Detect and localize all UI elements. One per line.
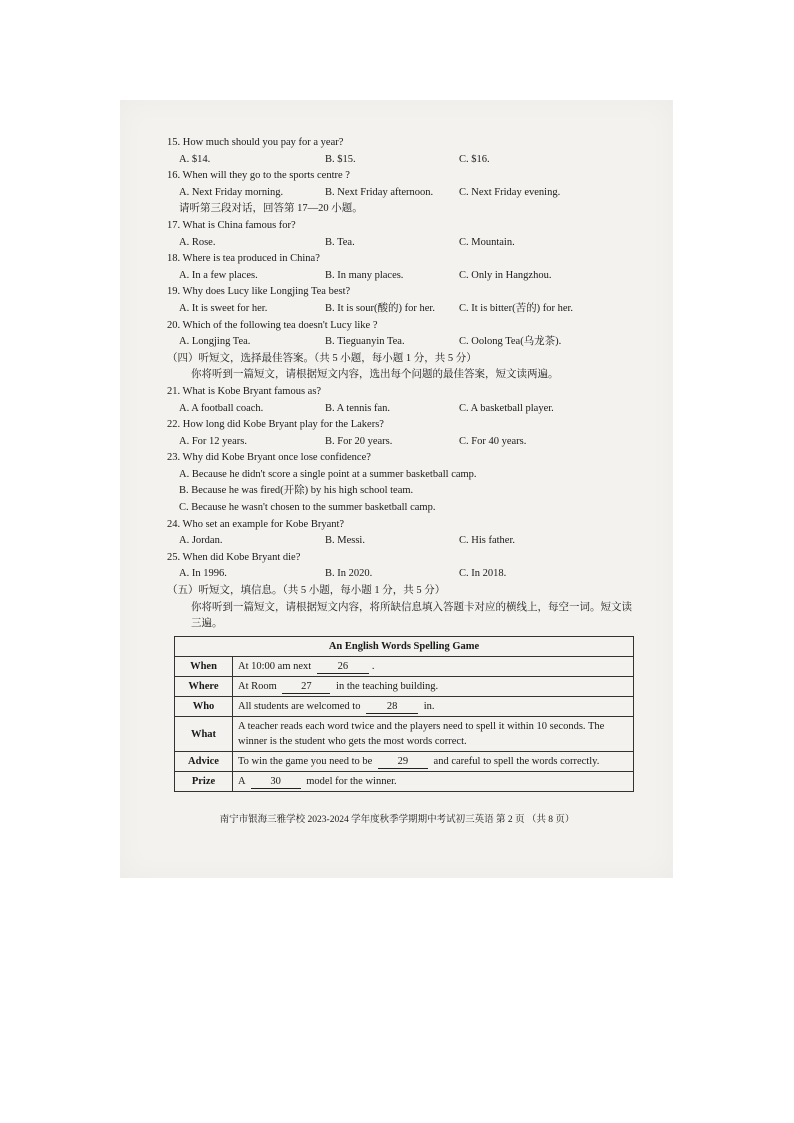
option-row <box>167 434 637 451</box>
option-c[interactable]: C. For 40 years. <box>459 435 527 447</box>
question-22 <box>167 417 637 450</box>
answer-blank-27[interactable]: 27 <box>282 680 330 694</box>
option-row <box>167 301 637 318</box>
option-row <box>167 185 637 202</box>
row-text: All students are welcomed to <box>238 701 361 712</box>
row-text: model for the winner. <box>306 776 397 787</box>
option-a[interactable]: A. A football coach. <box>179 402 264 414</box>
question-16 <box>167 168 637 201</box>
option-c[interactable]: C. His father. <box>459 535 515 547</box>
option-row <box>167 235 637 252</box>
option-b[interactable]: B. For 20 years. <box>325 435 393 447</box>
row-text: At 10:00 am next <box>238 661 312 672</box>
option-a[interactable]: A. For 12 years. <box>179 435 247 447</box>
option-b[interactable]: B. Messi. <box>325 535 365 547</box>
option-c[interactable]: C. $16. <box>459 153 490 165</box>
question-stem: 16. When will they go to the sports centre ? <box>167 170 350 182</box>
question-25 <box>167 550 637 583</box>
option-b[interactable]: B. A tennis fan. <box>325 402 391 414</box>
row-text: and careful to spell the words correctly. <box>433 756 600 767</box>
option-b[interactable]: B. $15. <box>325 153 356 165</box>
row-value <box>233 697 634 717</box>
table-row <box>175 697 634 717</box>
option-a[interactable]: A. Next Friday morning. <box>179 186 284 198</box>
page-footer: 南宁市银海三雅学校 2023-2024 学年度秋季学期期中考试初三英语 第 2 页 （共 8 页） <box>219 815 575 825</box>
question-20 <box>167 318 637 351</box>
option-row <box>167 334 637 351</box>
option-a[interactable]: A. Rose. <box>179 236 216 248</box>
row-text: At Room <box>238 681 277 692</box>
option-a[interactable]: A. In 1996. <box>179 568 227 580</box>
option-b[interactable]: B. Tieguanyin Tea. <box>325 336 405 348</box>
option-c[interactable]: C. Oolong Tea(乌龙茶). <box>459 336 562 348</box>
spelling-game-table <box>174 636 634 792</box>
section-4-instruction: 你将听到一篇短文，请根据短文内容，选出每个问题的最佳答案，短文读两遍。 <box>191 369 559 381</box>
answer-blank-28[interactable]: 28 <box>366 700 418 714</box>
option-row <box>167 268 637 285</box>
row-text: in the teaching building. <box>336 681 439 692</box>
section-5-heading: （五）听短文，填信息。（共 5 小题，每小题 1 分，共 5 分） <box>167 585 446 597</box>
row-label: Where <box>175 677 233 697</box>
section-4-heading: （四）听短文，选择最佳答案。（共 5 小题，每小题 1 分，共 5 分） <box>167 352 477 364</box>
question-18 <box>167 251 637 284</box>
option-row <box>167 152 637 169</box>
question-stem: 23. Why did Kobe Bryant once lose confidence? <box>167 452 371 464</box>
section-5-instruction: 你将听到一篇短文，请根据短文内容，将所缺信息填入答题卡对应的横线上，每空一词。短文读三遍。 <box>191 601 632 630</box>
question-stem: 22. How long did Kobe Bryant play for the Lakers? <box>167 419 384 431</box>
row-value: A teacher reads each word twice and the players need to spell it within 10 seconds. The winner is the student who gets the most words correct. <box>233 717 634 752</box>
instruction-dialogue-3: 请听第三段对话，回答第 17—20 小题。 <box>179 203 363 215</box>
option-a[interactable]: A. Jordan. <box>179 535 223 547</box>
option-a[interactable]: A. $14. <box>179 153 211 165</box>
question-stem: 25. When did Kobe Bryant die? <box>167 551 301 563</box>
exam-content <box>167 135 637 633</box>
option-c[interactable]: C. Next Friday evening. <box>459 186 561 198</box>
question-stem: 24. Who set an example for Kobe Bryant? <box>167 518 345 530</box>
option-a[interactable]: A. Because he didn't score a single point at a summer basketball camp. <box>179 468 477 480</box>
option-row <box>167 401 637 418</box>
table-row <box>175 717 634 752</box>
question-15 <box>167 135 637 168</box>
row-label: Advice <box>175 752 233 772</box>
option-a[interactable]: A. It is sweet for her. <box>179 302 268 314</box>
question-17 <box>167 218 637 251</box>
option-c[interactable]: C. It is bitter(苦的) for her. <box>459 302 574 314</box>
row-label: Prize <box>175 772 233 792</box>
answer-blank-26[interactable]: 26 <box>317 660 369 674</box>
option-c[interactable]: C. Because he wasn't chosen to the summer basketball camp. <box>179 502 436 514</box>
option-a[interactable]: A. Longjing Tea. <box>179 336 251 348</box>
row-text: To win the game you need to be <box>238 756 373 767</box>
option-b[interactable]: B. Because he was fired(开除) by his high school team. <box>179 485 414 497</box>
option-c[interactable]: C. Mountain. <box>459 236 515 248</box>
question-stem: 15. How much should you pay for a year? <box>167 137 344 148</box>
option-c[interactable]: C. In 2018. <box>459 568 507 580</box>
question-stem: 20. Which of the following tea doesn't Lucy like ? <box>167 319 378 331</box>
table-row <box>175 677 634 697</box>
option-b[interactable]: B. It is sour(酸的) for her. <box>325 302 435 314</box>
option-b[interactable]: B. Next Friday afternoon. <box>325 186 434 198</box>
question-stem: 21. What is Kobe Bryant famous as? <box>167 385 322 397</box>
question-23 <box>167 450 637 516</box>
answer-blank-29[interactable]: 29 <box>378 755 428 769</box>
table-title: An English Words Spelling Game <box>175 637 634 657</box>
row-text: A <box>238 776 246 787</box>
option-b[interactable]: B. In 2020. <box>325 568 373 580</box>
option-b[interactable]: B. Tea. <box>325 236 355 248</box>
option-a[interactable]: A. In a few places. <box>179 269 258 281</box>
row-label: Who <box>175 697 233 717</box>
row-text: in. <box>423 701 435 712</box>
row-value <box>233 677 634 697</box>
option-c[interactable]: C. Only in Hangzhou. <box>459 269 552 281</box>
row-label: When <box>175 657 233 677</box>
option-row <box>167 566 637 583</box>
question-stem: 17. What is China famous for? <box>167 219 296 231</box>
question-stem: 18. Where is tea produced in China? <box>167 253 320 265</box>
answer-blank-30[interactable]: 30 <box>251 775 301 789</box>
table-row <box>175 772 634 792</box>
row-label: What <box>175 717 233 752</box>
option-b[interactable]: B. In many places. <box>325 269 404 281</box>
row-value <box>233 772 634 792</box>
option-row <box>167 533 637 550</box>
question-24 <box>167 517 637 550</box>
table-row <box>175 752 634 772</box>
row-value <box>233 657 634 677</box>
question-19 <box>167 284 637 317</box>
row-text: . <box>371 661 375 672</box>
table-row <box>175 657 634 677</box>
option-c[interactable]: C. A basketball player. <box>459 402 554 414</box>
row-value <box>233 752 634 772</box>
question-stem: 19. Why does Lucy like Longjing Tea best? <box>167 286 351 298</box>
question-21 <box>167 384 637 417</box>
